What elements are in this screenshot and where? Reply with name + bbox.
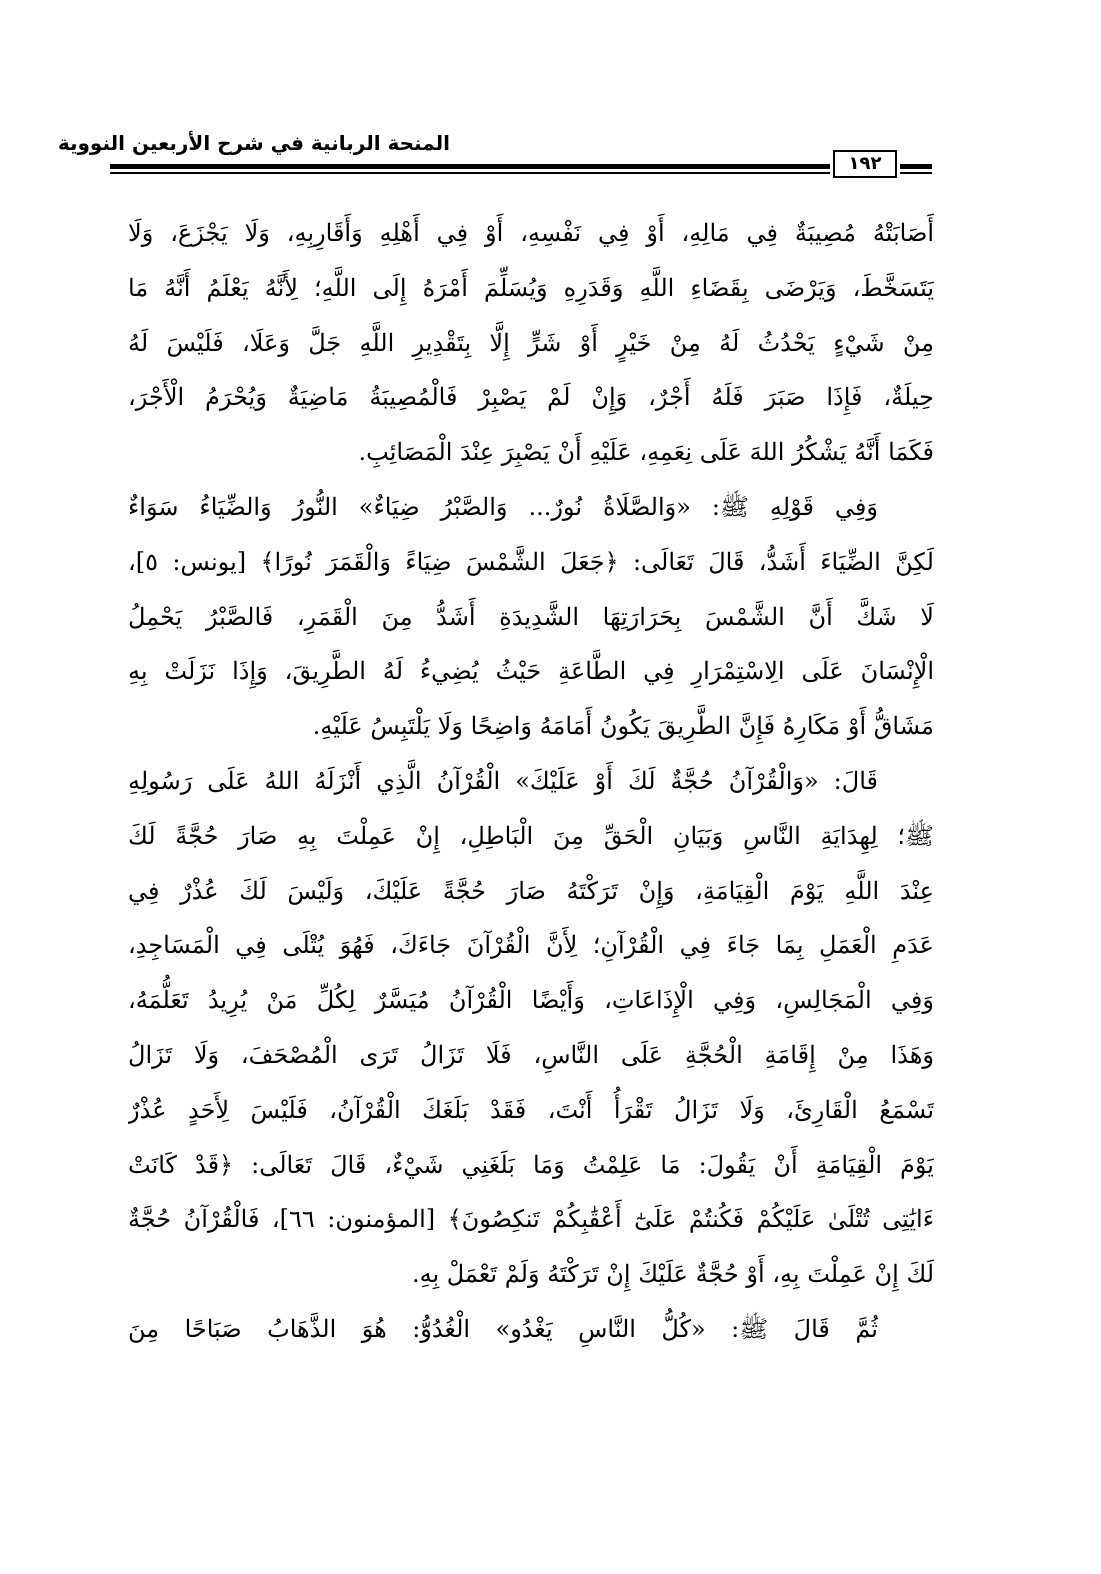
text-line: فَكَمَا أَنَّهُ يَشْكُرُ اللهَ عَلَى نِعَمِهِ، عَلَيْهِ أَنْ يَصْبِرَ عِنْدَ الْمَصَائِبِ. (358, 438, 934, 467)
text-line: وَفِي الْمَجَالِسِ، وَفِي الْإِذَاعَاتِ، وَأَيْضًا الْقُرْآنُ مُيَسَّرٌ لِكُلِّ مَنْ يُرِيدُ تَعَلُّمَهُ، (128, 986, 934, 1015)
text-line: حِيلَةٌ، فَإِذَا صَبَرَ فَلَهُ أَجْرٌ، وَإِنْ لَمْ يَصْبِرْ فَالْمُصِيبَةُ مَاضِيَةٌ وَيُحْرَمُ الْأَجْرَ، (128, 383, 934, 412)
text-line: ءَايَٰتِى تُتْلَىٰ عَلَيْكُمْ فَكُنتُمْ عَلَىٰٓ أَعْقَٰبِكُمْ تَنكِصُونَ﴾ [المؤمنون: ٦٦]، فَالْقُرْآنُ حُجَّةٌ (128, 1205, 934, 1234)
text-line: الْإِنْسَانَ عَلَى الِاسْتِمْرَارِ فِي الطَّاعَةِ حَيْثُ يُضِيءُ لَهُ الطَّرِيقَ، وَإِذَا نَزَلَتْ بِهِ (128, 657, 934, 686)
text-line: أَصَابَتْهُ مُصِيبَةٌ فِي مَالِهِ، أَوْ فِي نَفْسِهِ، أَوْ فِي أَهْلِهِ وَأَقَارِبِهِ، وَلَا يَجْزَعَ، وَلَا (128, 219, 934, 247)
page-number-box: ١٩٢ (833, 150, 897, 178)
text-line: يَتَسَخَّطَ، وَيَرْضَى بِقَضَاءِ اللَّهِ وَقَدَرِهِ وَيُسَلِّمَ أَمْرَهُ إِلَى اللَّهِ؛ لِأَنَّهُ يَعْلَمُ أَنَّهُ مَا (128, 273, 934, 302)
header-rule-thick (110, 164, 830, 169)
header-rule-thin (110, 172, 830, 174)
text-line: وَفِي قَوْلِهِ ﷺ: «وَالصَّلَاةُ نُورٌ... وَالصَّبْرُ ضِيَاءٌ» النُّورُ وَالضِّيَاءُ سَوَاءٌ (128, 492, 878, 521)
header-rule-thick-right (900, 164, 932, 169)
text-line: عَدَمِ الْعَمَلِ بِمَا جَاءَ فِي الْقُرْآنِ؛ لِأَنَّ الْقُرْآنَ جَاءَكَ، فَهُوَ يُتْلَى فِي الْمَسَاجِدِ، (128, 931, 934, 960)
header-rule-thin-right (900, 172, 932, 174)
text-line: يَوْمَ الْقِيَامَةِ أَنْ يَقُولَ: مَا عَلِمْتُ وَمَا بَلَغَنِي شَيْءٌ، قَالَ تَعَالَى: ﴿قَدْ كَانَتْ (128, 1150, 934, 1179)
text-line: وَهَذَا مِنْ إِقَامَةِ الْحُجَّةِ عَلَى النَّاسِ، فَلَا تَزَالُ تَرَى الْمُصْحَفَ، وَلَا تَزَالُ (128, 1040, 934, 1069)
text-line: مَشَاقُّ أَوْ مَكَارِهُ فَإِنَّ الطَّرِيقَ يَكُونُ أَمَامَهُ وَاضِحًا وَلَا يَلْتَبِسُ عَلَيْهِ. (312, 712, 934, 741)
text-line: لَكِنَّ الضِّيَاءَ أَشَدُّ، قَالَ تَعَالَى: ﴿جَعَلَ الشَّمْسَ ضِيَاءً وَالْقَمَرَ نُورًا﴾ [يونس: ٥]، (128, 547, 934, 576)
text-line: لَا شَكَّ أَنَّ الشَّمْسَ بِحَرَارَتِهَا الشَّدِيدَةِ أَشَدُّ مِنَ الْقَمَرِ، فَالصَّبْرُ يَحْمِلُ (128, 602, 934, 631)
body-text (128, 206, 934, 1357)
text-line: عِنْدَ اللَّهِ يَوْمَ الْقِيَامَةِ، وَإِنْ تَرَكْتَهُ صَارَ حُجَّةً عَلَيْكَ، وَلَيْسَ لَكَ عُذْرٌ فِي (128, 876, 934, 905)
text-line: ﷺ؛ لِهِدَايَةِ النَّاسِ وَبَيَانِ الْحَقِّ مِنَ الْبَاطِلِ، إِنْ عَمِلْتَ بِهِ صَارَ حُجَّةً لَكَ (128, 821, 934, 850)
text-line: لَكَ إِنْ عَمِلْتَ بِهِ، أَوْ حُجَّةٌ عَلَيْكَ إِنْ تَرَكْتَهُ وَلَمْ تَعْمَلْ بِهِ. (411, 1260, 934, 1289)
text-line: تَسْمَعُ الْقَارِئَ، وَلَا تَزَالُ تَقْرَأُ أَنْتَ، فَقَدْ بَلَغَكَ الْقُرْآنُ، فَلَيْسَ لِأَحَدٍ عُذْرٌ (128, 1095, 934, 1124)
text-line: قَالَ: «وَالْقُرْآنُ حُجَّةٌ لَكَ أَوْ عَلَيْكَ» الْقُرْآنُ الَّذِي أَنْزَلَهُ اللهُ عَلَى رَسُولِهِ (128, 766, 878, 795)
running-header-title: المنحة الربانية في شرح الأربعين النووية (57, 131, 450, 155)
text-line: مِنْ شَيْءٍ يَحْدُثُ لَهُ مِنْ خَيْرٍ أَوْ شَرٍّ إِلَّا بِتَقْدِيرِ اللَّهِ جَلَّ وَعَلَا، فَلَيْسَ لَهُ (128, 328, 934, 357)
text-line: ثُمَّ قَالَ ﷺ: «كُلُّ النَّاسِ يَغْدُو» الْغُدُوُّ: هُوَ الذَّهَابُ صَبَاحًا مِنَ (128, 1314, 878, 1343)
